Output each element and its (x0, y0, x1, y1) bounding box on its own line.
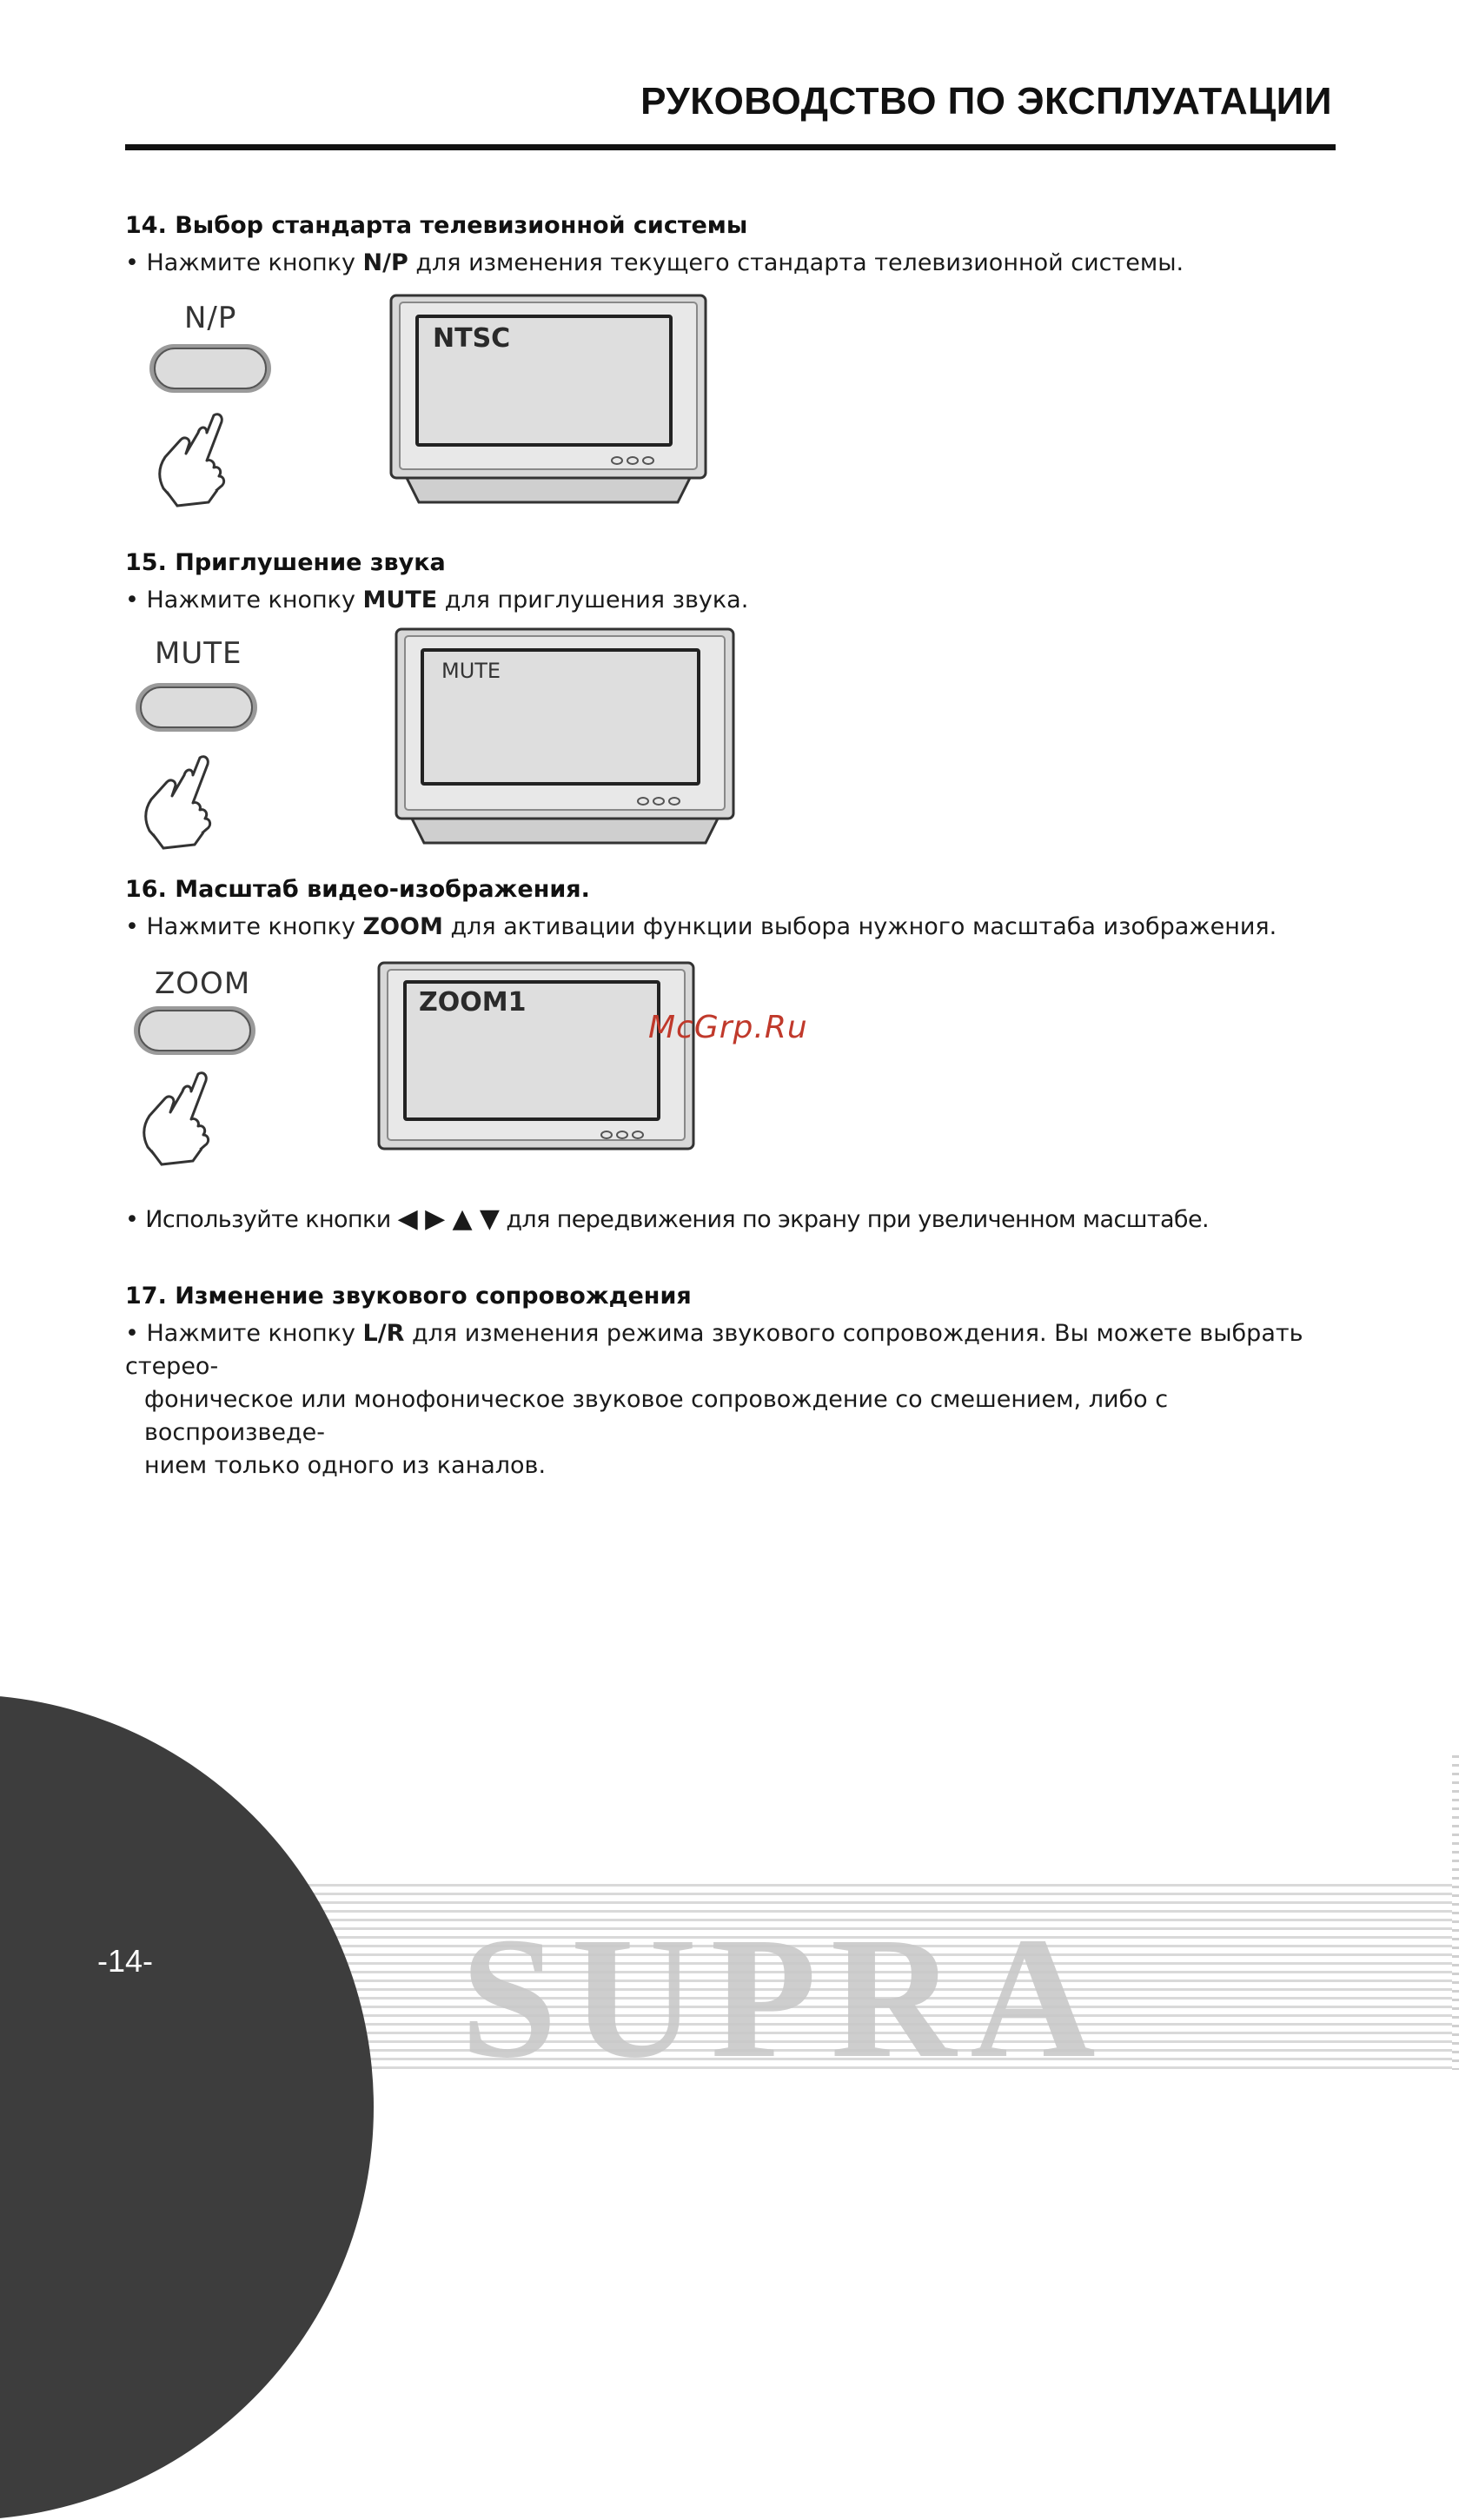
section-16-body: • Нажмите кнопку ZOOM для активации функции выбора нужного масштаба изображения. (125, 913, 1277, 940)
section-15-body: • Нажмите кнопку MUTE для приглушения звука. (125, 587, 749, 613)
section-17-body-line2: фоническое или монофоническое звуковое сопровождение со смешением, либо с воспроизведе- (144, 1386, 1169, 1446)
section-17-body: • Нажмите кнопку L/R для изменения режима звукового сопровождения. Вы можете выбрать стерео- фоническое или монофоническое звуковое сопровождение со смешением, либо с воспроизведе- нием только одного из каналов. (125, 1317, 1342, 1482)
arrows-note: • Используйте кнопки ◀ ▶ ▲ ▼ для передвижения по экрану при увеличенном масштабе. (125, 1204, 1209, 1234)
pointing-hand-icon (132, 751, 228, 855)
footer-side-stripes (1452, 1755, 1459, 2070)
section-14-body: • Нажмите кнопку N/P для изменения текущего стандарта телевизионной системы. (125, 249, 1184, 276)
tv-screen-text-mute: MUTE (441, 659, 501, 683)
watermark-text: McGrp.Ru (648, 1010, 808, 1045)
section-14-illustration (125, 290, 725, 534)
footer-corner-shape (0, 1694, 374, 2520)
mute-button-icon (132, 678, 262, 739)
tv-screen-text-ntsc: NTSC (433, 323, 511, 354)
pointing-hand-icon (130, 1067, 226, 1171)
np-button-label: N/P (184, 301, 237, 335)
page-number: -14- (97, 1943, 154, 1979)
pointing-hand-icon (146, 408, 242, 513)
section-14-title: 14. Выбор стандарта телевизионной системы (125, 212, 748, 239)
zoom-button-icon (130, 1001, 261, 1062)
brand-logo: SUPRA (461, 1902, 1110, 2094)
tv-screen-text-zoom: ZOOM1 (419, 987, 527, 1018)
section-17-body-line3: нием только одного из каналов. (144, 1452, 547, 1479)
section-15-title: 15. Приглушение звука (125, 549, 446, 576)
section-16-illustration (125, 956, 716, 1190)
section-17-title: 17. Изменение звукового сопровождения (125, 1283, 692, 1310)
np-button-icon (146, 339, 276, 400)
section-15-illustration (125, 624, 742, 859)
section-16-title: 16. Масштаб видео-изображения. (125, 876, 590, 903)
arrow-keys-icons: ◀ ▶ ▲ ▼ (397, 1204, 500, 1234)
mute-button-label: MUTE (155, 636, 242, 671)
zoom-button-label: ZOOM (155, 966, 251, 1001)
page-header-title: РУКОВОДСТВО ПО ЭКСПЛУАТАЦИИ (640, 80, 1332, 123)
header-divider (125, 144, 1336, 150)
